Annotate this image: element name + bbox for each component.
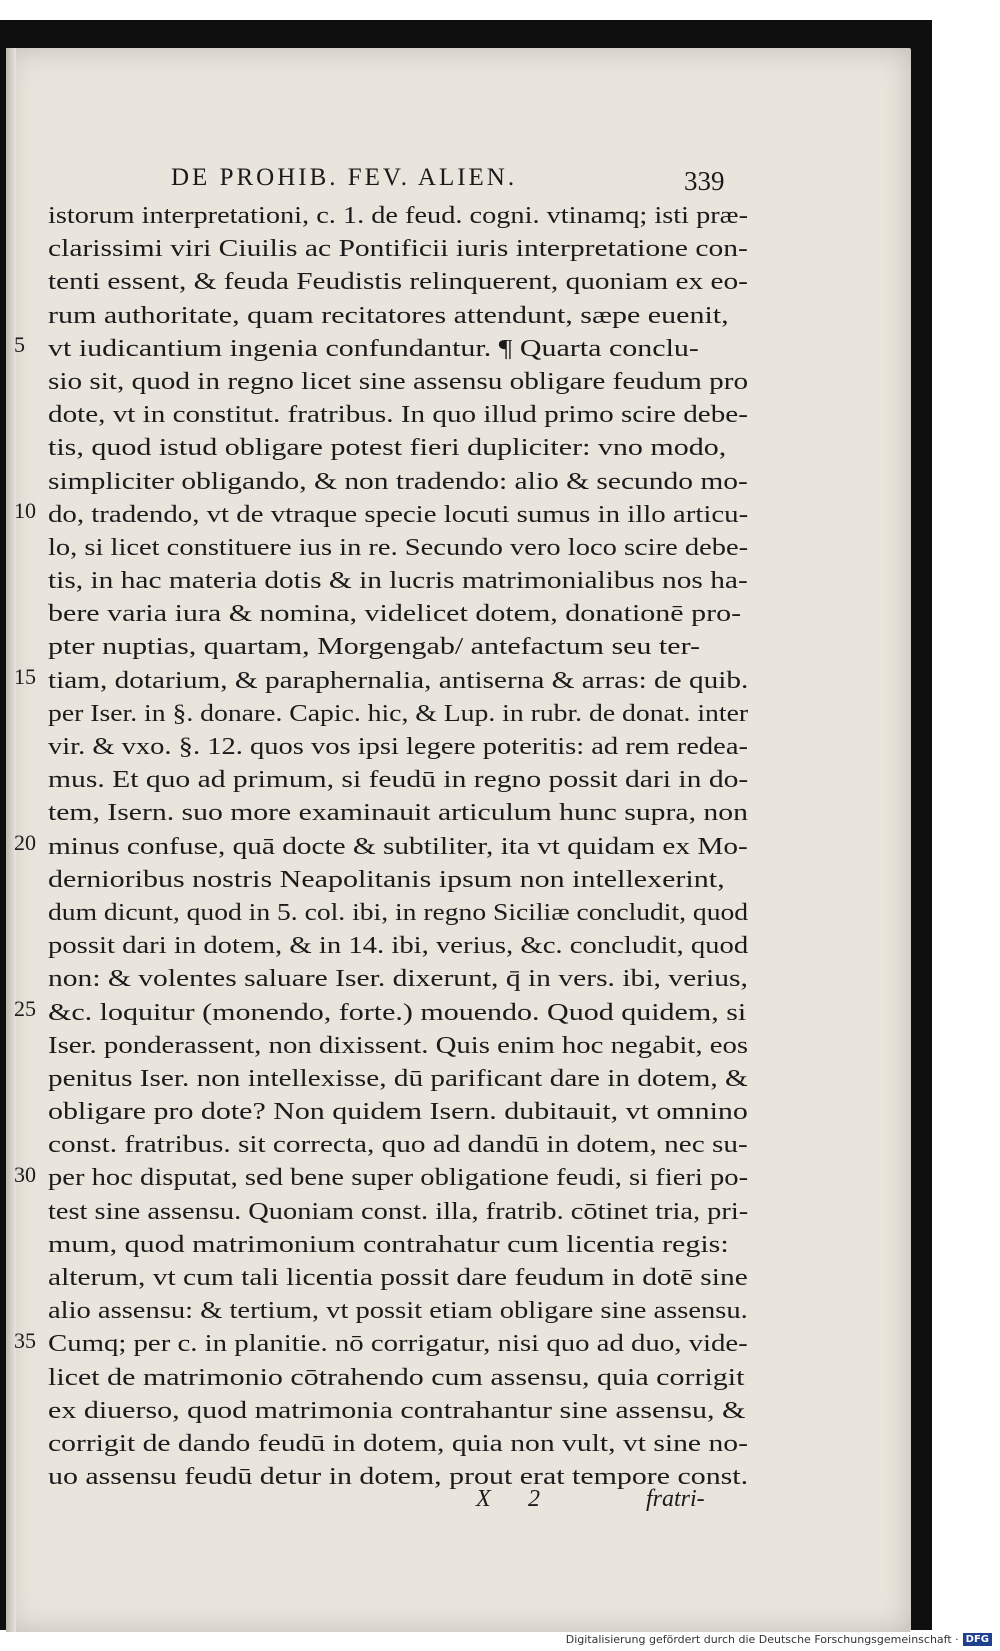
funding-credit-text: Digitalisierung gefördert durch die Deutsche Forschungsgemeinschaft · [565, 1633, 959, 1646]
text-line [48, 731, 748, 764]
text-line [48, 565, 748, 598]
line-text: pter nuptias, quartam, Morgengab/ antefactum seu ter- [48, 634, 700, 661]
line-text: licet de matrimonio cōtrahendo cum assensu, quia corrigit [48, 1364, 745, 1391]
line-text: dum dicunt, quod in 5. col. ibi, in regno Siciliæ concludit, quod [48, 899, 748, 926]
text-line [48, 499, 748, 532]
body-text [48, 200, 748, 1494]
line-text: tis, quod istud obligare potest fieri dupliciter: vno modo, [48, 435, 727, 462]
text-line [48, 764, 748, 797]
running-head: DE PROHIB. FEV. ALIEN. [171, 164, 518, 191]
line-text: dernioribus nostris Neapolitanis ipsum non intellexerint, [48, 866, 725, 893]
text-line [48, 698, 748, 731]
text-line [48, 266, 748, 299]
text-line [48, 997, 748, 1030]
line-text: rum authoritate, quam recitatores attendunt, sæpe euenit, [48, 302, 729, 329]
line-text: const. fratribus. sit correcta, quo ad dandū in dotem, nec su- [48, 1132, 748, 1159]
line-text: Iser. ponderassent, non dixissent. Quis enim hoc negabit, eos [48, 1032, 748, 1059]
text-line [48, 233, 748, 266]
text-line [48, 1030, 748, 1063]
line-text: tiam, dotarium, & paraphernalia, antiserna & arras: de quib. [48, 667, 748, 694]
text-line [48, 1096, 748, 1129]
text-line [48, 399, 748, 432]
margin-number: 10 [14, 498, 36, 523]
line-text: corrigit de dando feudū in dotem, quia non vult, vt sine no- [48, 1430, 748, 1457]
scan-background [0, 20, 932, 1630]
text-line [48, 897, 748, 930]
line-text: mus. Et quo ad primum, si feudū in regno possit dari in do- [48, 767, 748, 794]
margin-number: 20 [14, 830, 36, 855]
text-line [48, 366, 748, 399]
line-text: &c. loquitur (monendo, forte.) mouendo. Quod quidem, si [48, 999, 747, 1026]
line-text: alio assensu: & tertium, vt possit etiam obligare sine assensu. [48, 1298, 748, 1325]
text-line [48, 1295, 748, 1328]
line-text: do, tradendo, vt de vtraque specie locuti sumus in illo articu- [48, 501, 748, 528]
line-text: obligare pro dote? Non quidem Isern. dubitauit, vt omnino [48, 1099, 748, 1126]
line-text: tis, in hac materia dotis & in lucris matrimonialibus nos ha- [48, 568, 748, 595]
catchword: fratri- [646, 1486, 705, 1512]
text-line [48, 797, 748, 830]
line-text: per Iser. in §. donare. Capic. hic, & Lup. in rubr. de donat. inter [48, 700, 748, 727]
text-line [48, 1262, 748, 1295]
line-text: clarissimi viri Ciuilis ac Pontificii iuris interpretatione con- [48, 236, 748, 263]
signature-mark: X [476, 1486, 491, 1512]
text-line [48, 930, 748, 963]
line-text: lo, si licet constituere ius in re. Secundo vero loco scire debe- [48, 534, 748, 561]
line-text: possit dari in dotem, & in 14. ibi, verius, &c. concludit, quod [48, 933, 748, 960]
line-text: vir. & vxo. §. 12. quos vos ipsi legere poteritis: ad rem redea- [48, 734, 748, 760]
line-text: penitus Iser. non intellexisse, dū parificant dare in dotem, & [48, 1065, 748, 1092]
text-line [48, 532, 748, 565]
line-text: tenti essent, & feuda Feudistis relinquerent, quoniam ex eo- [48, 269, 748, 296]
margin-number: 5 [14, 332, 25, 357]
text-line [48, 1196, 748, 1229]
dfg-logo-icon: DFG [963, 1633, 992, 1646]
line-text: minus confuse, quā docte & subtiliter, ita vt quidam ex Mo- [48, 833, 748, 860]
text-line [48, 1395, 748, 1428]
text-line [48, 1428, 748, 1461]
margin-number: 35 [14, 1328, 36, 1353]
text-line [48, 466, 748, 499]
text-line [48, 831, 748, 864]
line-text: dote, vt in constitut. fratribus. In quo illud primo scire debe- [48, 402, 748, 429]
text-line [48, 1063, 748, 1096]
line-text: non: & volentes saluare Iser. dixerunt, q̄ in vers. ibi, verius, [48, 966, 748, 993]
footer-credit [566, 1633, 992, 1646]
text-line [48, 333, 748, 366]
text-line [48, 665, 748, 698]
book-page [6, 48, 911, 1632]
line-text: vt iudicantium ingenia confundantur. ¶ Quarta conclu- [48, 335, 699, 362]
signature-number: 2 [528, 1486, 540, 1512]
text-line [48, 1162, 748, 1195]
line-text: uo assensu feudū detur in dotem, prout erat tempore const. [48, 1464, 748, 1491]
text-line [48, 963, 748, 996]
line-text: mum, quod matrimonium contrahatur cum licentia regis: [48, 1231, 729, 1258]
line-text: istorum interpretationi, c. 1. de feud. cogni. vtinamq; isti præ- [48, 203, 748, 229]
line-text: ex diuerso, quod matrimonia contrahantur sine assensu, & [48, 1397, 746, 1424]
page-number: 339 [684, 166, 725, 196]
margin-number: 15 [14, 664, 36, 689]
line-text: test sine assensu. Quoniam const. illa, fratrib. cōtinet tria, pri- [48, 1198, 748, 1225]
line-text: sio sit, quod in regno licet sine assensu obligare feudum pro [48, 368, 748, 395]
margin-number: 25 [14, 996, 36, 1021]
margin-number: 30 [14, 1162, 36, 1187]
line-text: tem, Isern. suo more examinauit articulum hunc supra, non [48, 800, 748, 827]
text-line [48, 1362, 748, 1395]
line-text: per hoc disputat, sed bene super obligatione feudi, si fieri po- [48, 1165, 748, 1192]
line-text: Cumq; per c. in planitie. nō corrigatur, nisi quo ad duo, vide- [48, 1331, 748, 1358]
text-line [48, 432, 748, 465]
text-line [48, 1461, 748, 1494]
text-line [48, 598, 748, 631]
text-line [48, 1229, 748, 1262]
text-line [48, 200, 748, 233]
text-line [48, 631, 748, 664]
line-text: simpliciter obligando, & non tradendo: alio & secundo mo- [48, 468, 748, 495]
line-text: bere varia iura & nomina, videlicet dotem, donationē pro- [48, 601, 742, 628]
text-line [48, 1328, 748, 1361]
line-text: alterum, vt cum tali licentia possit dare feudum in dotē sine [48, 1265, 748, 1291]
text-line [48, 1129, 748, 1162]
text-line [48, 300, 748, 333]
text-line [48, 864, 748, 897]
